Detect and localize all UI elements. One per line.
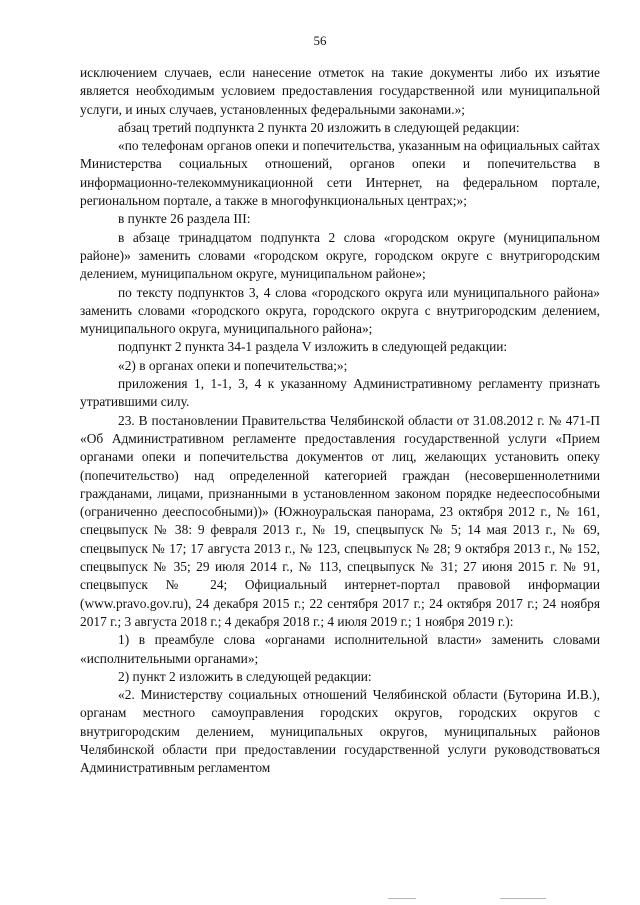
paragraph: 1) в преамбуле слова «органами исполнительной власти» заменить словами «исполнительными органами»; — [80, 632, 600, 666]
scan-artifact — [500, 898, 546, 899]
paragraph: «2) в органах опеки и попечительства;»; — [118, 357, 348, 373]
paragraph: приложения 1, 1-1, 3, 4 к указанному Административному регламенту признать утратившими силу. — [80, 376, 600, 410]
scan-artifact — [388, 898, 416, 899]
paragraph: «2. Министерству социальных отношений Челябинской области (Буторина И.В.), органам местного самоуправления городских округов, городских округов с внутригородским делением, муниципальных округов, муниципальных районов Челябинской области при предоставлении государственной услуги руководствоваться Административным регламентом — [80, 687, 600, 776]
paragraph: «по телефонам органов опеки и попечительства, указанным на официальных сайтах Министерства социальных отношений, органов опеки и попечительства в информационно-телекоммуникационной сети Интернет, на федеральном портале, региональном портале, а также в многофункциональных центрах;»; — [80, 138, 600, 209]
paragraph: в абзаце тринадцатом подпункта 2 слова «городском округе (муниципальном районе)» заменить словами «городском округе, городском округе с внутригородским делением, муниципальном округе, муниципальном районе»; — [80, 229, 600, 282]
paragraph: подпункт 2 пункта 34-1 раздела V изложить в следующей редакции: — [118, 339, 508, 355]
paragraph: 2) пункт 2 изложить в следующей редакции: — [118, 668, 372, 684]
page-number: 56 — [313, 33, 327, 48]
paragraph: абзац третий подпункта 2 пункта 20 изложить в следующей редакции: — [118, 119, 520, 135]
paragraph: исключением случаев, если нанесение отметок на такие документы либо их изъятие является необходимым условием предоставления государственной или муниципальной услуги, и иных случаев, установленных федеральными законами.»; — [80, 65, 600, 117]
paragraph: по тексту подпунктов 3, 4 слова «городского округа или муниципального района» заменить словами «городского округа, городского округа с внутригородским делением, муниципального округа, муниципального района»; — [80, 284, 600, 337]
document-body — [80, 64, 600, 778]
paragraph: 23. В постановлении Правительства Челябинской области от 31.08.2012 г. № 471-П «Об Административном регламенте предоставления государственной услуги «Прием органами опеки и попечительства документов от лиц, желающих установить опеку (попечительство) над определенной категорией граждан (несовершеннолетними гражданами, лицами, признанными в установленном законом порядке недееспособными (ограниченно дееспособными))» (Южноуральская панорама, 23 октября 2012 г., № 161, спецвыпуск № 38: 9 февраля 2013 г., № 19, спецвыпуск № 5; 14 мая 2013 г., № 69, спецвыпуск № 17; 17 августа 2013 г., № 123, спецвыпуск № 28; 9 октября 2013 г., № 152, спецвыпуск № 35; 29 июля 2014 г., № 113, спецвыпуск № 31; 27 июня 2015 г. № 91, спецвыпуск № 24; Официальный интернет-портал правовой информации (www.pravo.gov.ru), 24 декабря 2015 г.; 22 сентября 2017 г.; 24 октября 2017 г.; 24 ноября 2017 г.; 3 августа 2018 г.; 4 декабря 2018 г.; 4 июля 2019 г.; 1 ноября 2019 г.): — [80, 412, 600, 629]
paragraph: в пункте 26 раздела III: — [118, 211, 251, 227]
